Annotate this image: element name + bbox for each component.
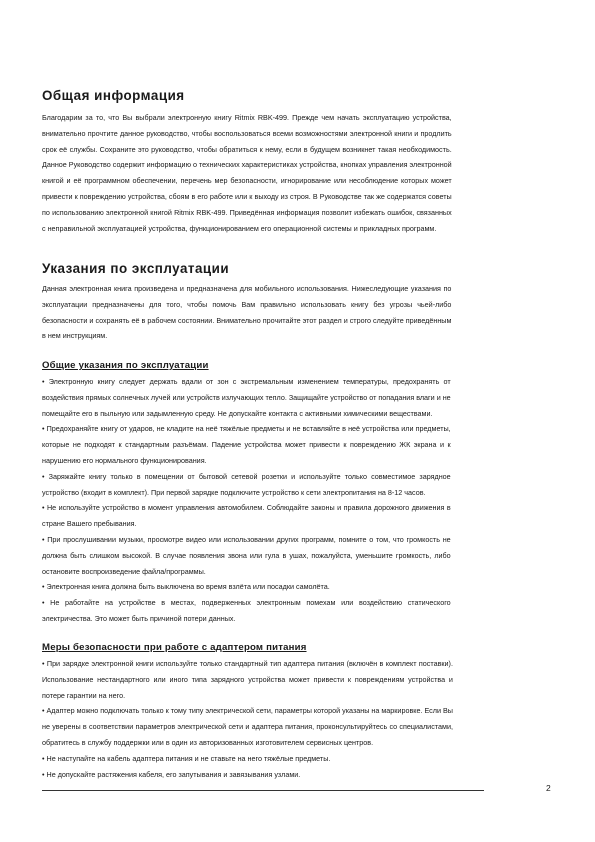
text-line: безопасности и сохранять её в рабочем состоянии. Внимательно прочитайте этот раздел и строго следуйте приведённым bbox=[42, 315, 452, 325]
text-line: Использование нестандартного или иного типа зарядного устройства может привести к повреждениям устройства и bbox=[42, 674, 453, 684]
text-line: не уверены в соответствии параметров электрической сети и адаптера питания, проконсультируйтесь со специалистами, bbox=[42, 722, 453, 732]
general-paragraph bbox=[42, 110, 452, 236]
subsection-title-adapter-safety: Меры безопасности при работе с адаптером питания bbox=[42, 642, 307, 653]
section-title-operation: Указания по эксплуатации bbox=[42, 261, 230, 276]
section-title-general: Общая информация bbox=[42, 88, 185, 103]
text-line: срок её службы. Сохраните это руководство, чтобы обратиться к нему, если в будущем возникнет такая необходимость. bbox=[42, 144, 452, 154]
text-line: • Электронную книгу следует держать вдали от зон с экстремальным изменением температуры, предохранять от bbox=[42, 377, 451, 386]
text-line: • Адаптер можно подключать только к тому типу электрической сети, параметры которой указаны на маркировке. Если Вы bbox=[42, 706, 453, 716]
text-line: привести к повреждению устройства, сбоям в его работе или к выходу из строя. В Руководстве так же содержатся советы bbox=[42, 191, 452, 201]
text-line: • Не работайте на устройстве в местах, подверженных электронным помехам или воздействию статического bbox=[42, 598, 451, 608]
text-line: нарушению его нормального функционирования. bbox=[42, 455, 207, 465]
operation-paragraph bbox=[42, 281, 451, 344]
text-line: воздействия прямых солнечных лучей или устройств излучающих тепло. Защищайте устройство от попадания влаги и не bbox=[42, 392, 451, 402]
text-line: обратитесь в службу поддержки или в один из авторизованных изготовителем сервисных центров. bbox=[42, 737, 374, 747]
text-line: • Предохраняйте книгу от ударов, не кладите на неё тяжёлые предметы и не вставляйте в неё устройства или предметы, bbox=[42, 424, 451, 434]
text-line: • При зарядке электронной книги используйте только стандартный тип адаптера питания (включён в комплект поставки). bbox=[42, 659, 453, 668]
text-line: внимательно прочтите данное руководство, чтобы воспользоваться всеми возможностями электронной книги и продлить bbox=[42, 128, 452, 138]
text-line: • Не допускайте растяжения кабеля, его запутывания и завязывания узлами. bbox=[42, 769, 301, 779]
text-line: электричества. Это может быть причиной потери данных. bbox=[42, 613, 236, 623]
text-line: остановите воспроизведение файла/программы. bbox=[42, 566, 206, 576]
text-line: • Электронная книга должна быть выключена во время взлёта или посадки самолёта. bbox=[42, 582, 330, 592]
text-line: Данное Руководство содержит информацию о технических характеристиках устройства, кнопках управления электронной bbox=[42, 160, 452, 170]
text-line: с неправильной эксплуатацией устройства, функционированием его операционной системы и прикладных программ. bbox=[42, 223, 437, 233]
text-line: • Не наступайте на кабель адаптера питания и не ставьте на него тяжёлые предметы. bbox=[42, 753, 331, 763]
text-line: Данная электронная книга произведена и предназначена для мобильного использования. Нижеследующие указания по bbox=[42, 284, 452, 293]
subsection-title-general-rules: Общие указания по эксплуатации bbox=[42, 360, 209, 371]
text-line: которые не подходят к стандартным разъёмам. Падение устройства может привести к повреждению ЖК экрана и к bbox=[42, 440, 451, 450]
text-line: • Заряжайте книгу только в помещении от бытовой сетевой розетки и используйте только совместимое зарядное bbox=[42, 471, 451, 481]
text-line: • Не используйте устройство в момент управления автомобилем. Соблюдайте законы и правила дорожного движения в bbox=[42, 503, 451, 513]
text-line: в нем инструкциям. bbox=[42, 331, 108, 341]
text-line: должна быть слишком высокой. В случае появления звона или гула в ушах, пожалуйста, уменьшите громкость, либо bbox=[42, 550, 451, 560]
text-line: стране Вашего пребывания. bbox=[42, 519, 137, 529]
text-line: помещайте его в пыльную или задымленную среду. Не допускайте контакта с активными химическими веществами. bbox=[42, 408, 433, 418]
text-line: книгой и её программном обеспечении, перечень мер безопасности, игнорирование или несоблюдение которых может bbox=[42, 176, 452, 186]
text-line: эксплуатации предназначены для того, чтобы помочь Вам правильно использовать книгу без угрозы чьей-либо bbox=[42, 299, 452, 309]
general-rules-list bbox=[42, 374, 451, 627]
footer-divider bbox=[42, 790, 484, 791]
text-line: устройство (входит в комплект). При первой зарядке подключите устройство к сети электропитания на 8-12 часов. bbox=[42, 487, 426, 497]
text-line: по использованию электронной книгой Ritmix RBK-499. Приведённая информация позволит избежать ошибок, связанных bbox=[42, 207, 452, 217]
page-number: 2 bbox=[546, 783, 551, 793]
text-line: • При прослушивании музыки, просмотре видео или использовании других программ, помните о том, что громкость не bbox=[42, 534, 451, 544]
adapter-safety-list bbox=[42, 656, 453, 782]
text-line: потере гарантии на него. bbox=[42, 690, 126, 700]
text-line: Благодарим за то, что Вы выбрали электронную книгу Ritmix RBK-499. Прежде чем начать эксплуатацию устройства, bbox=[42, 113, 452, 122]
